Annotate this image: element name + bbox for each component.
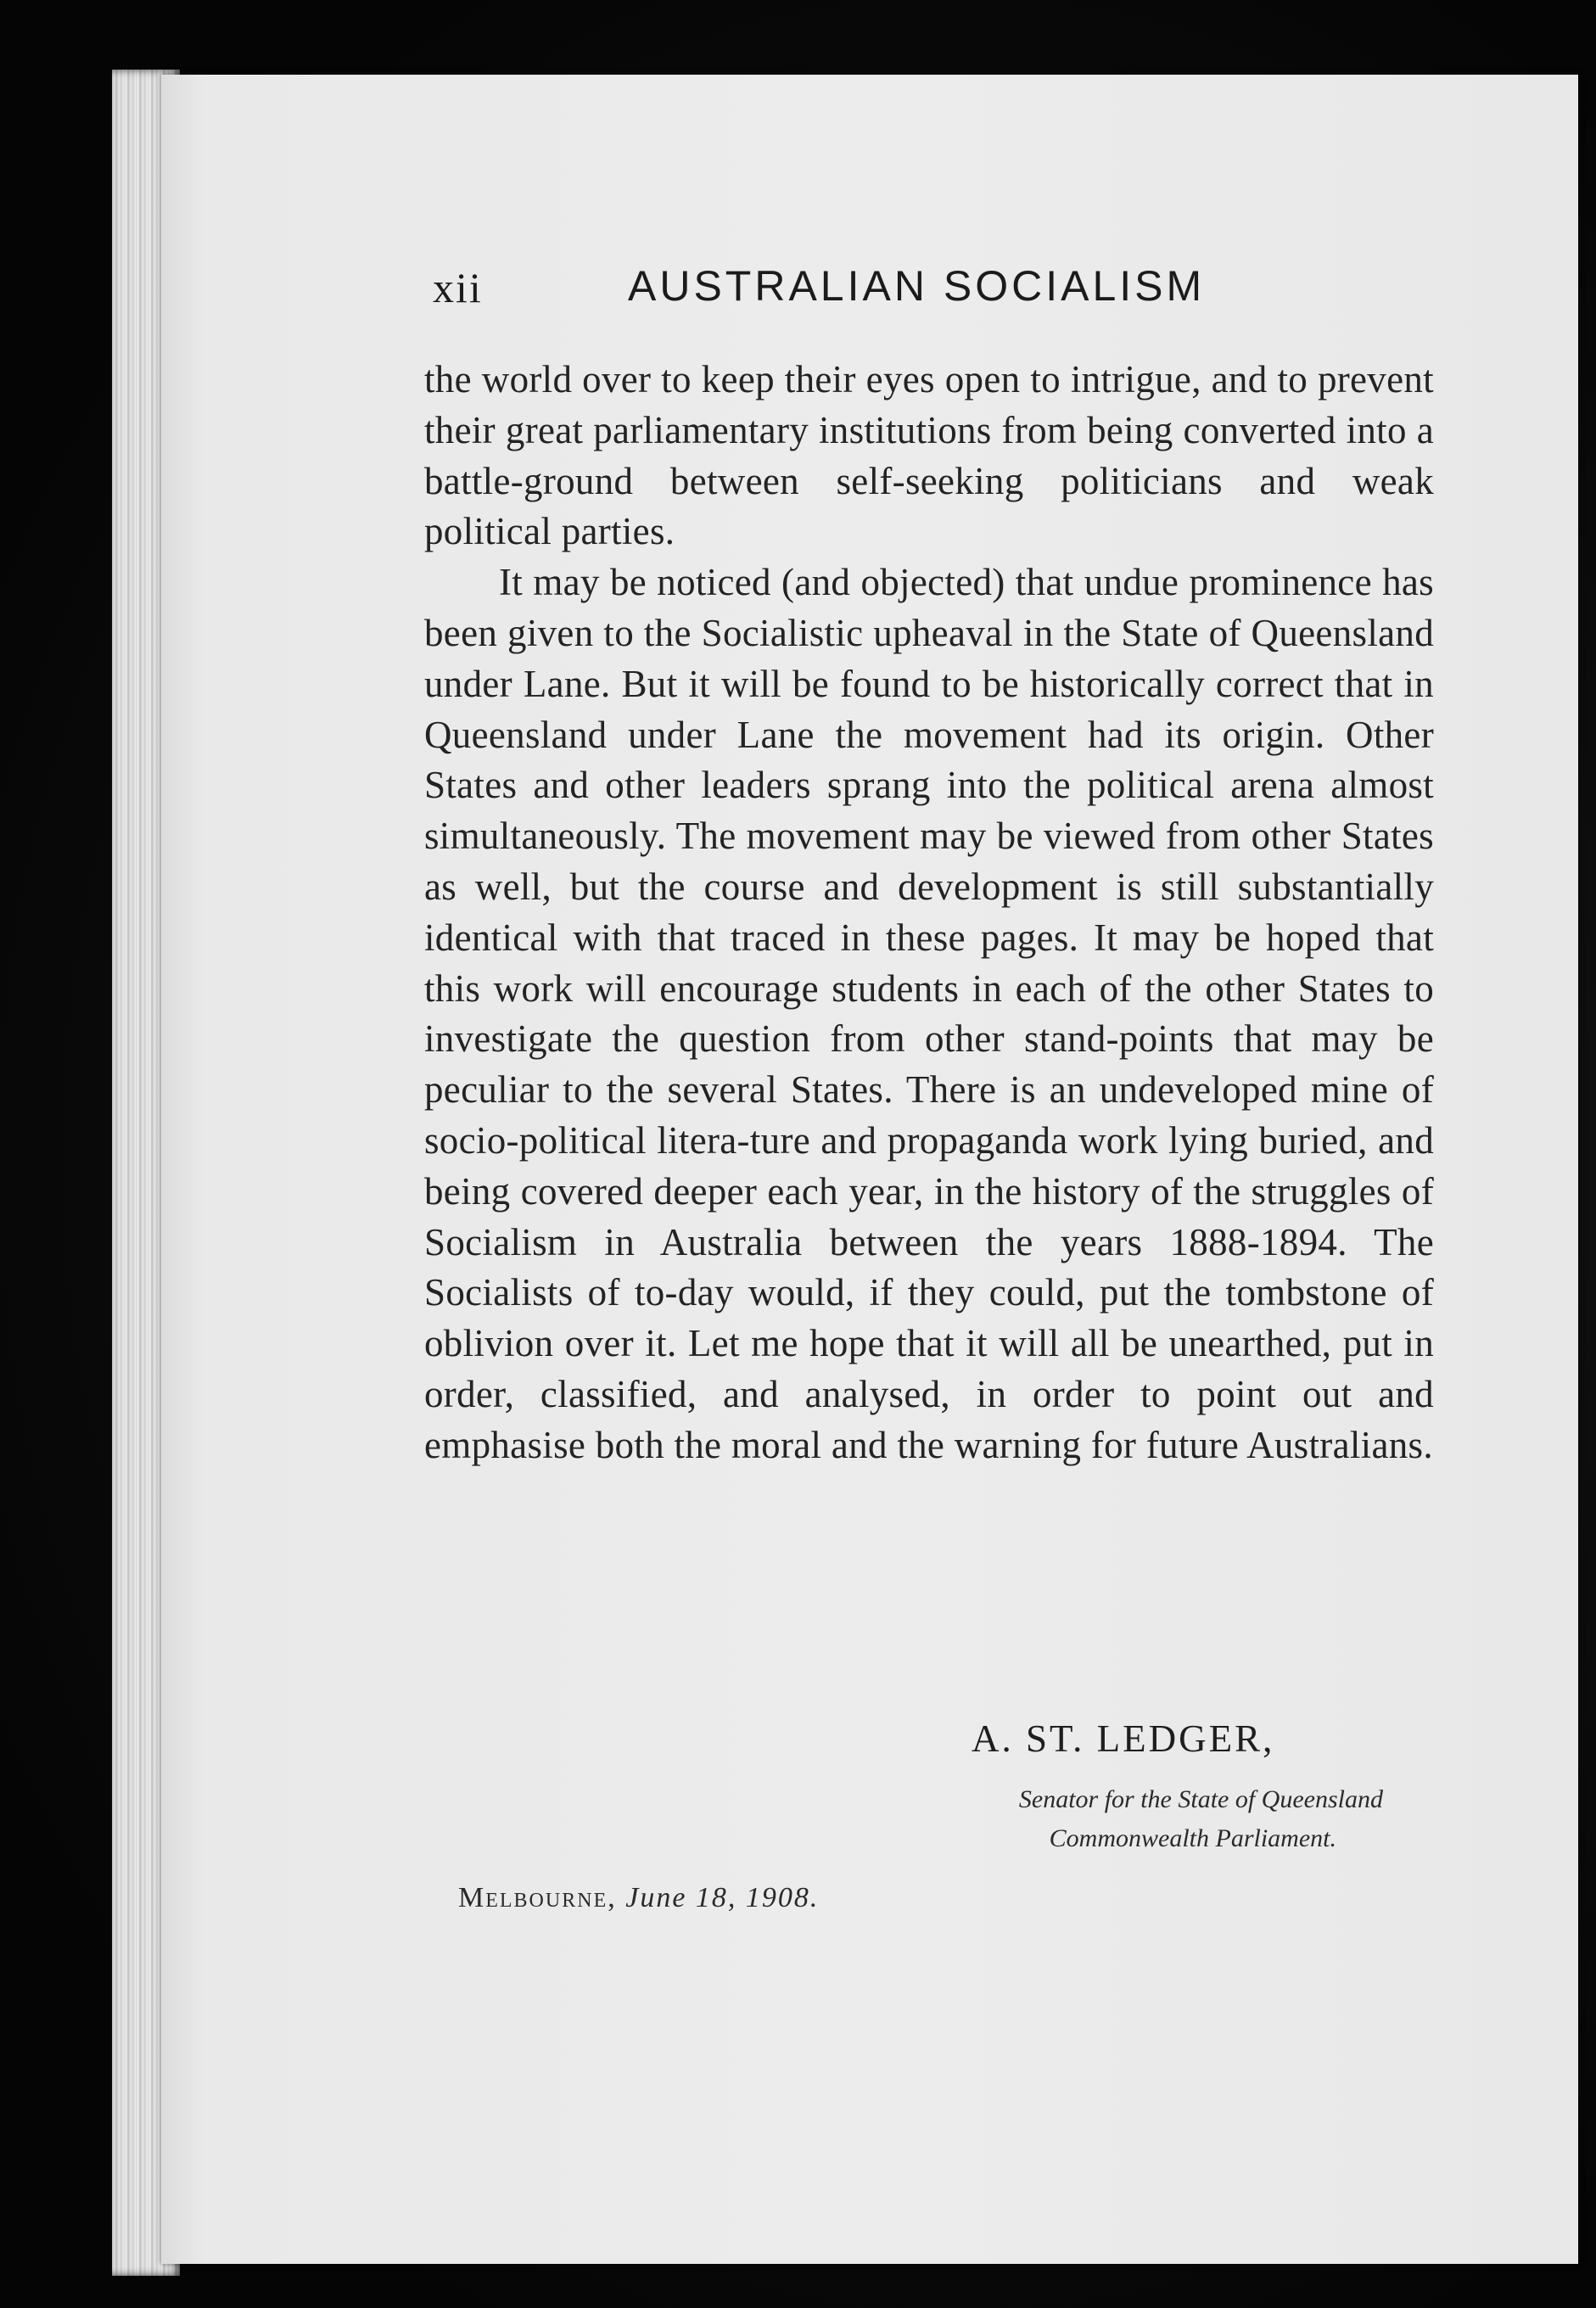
body-text [424,355,1434,1471]
dateline-place: Melbourne, [458,1882,617,1913]
author-affiliation [857,1780,1408,1858]
author-signature: A. ST. LEDGER, [972,1717,1275,1760]
affiliation-line-1: Senator for the State of Queensland [1018,1785,1383,1813]
page-header [433,255,1281,322]
dateline [458,1882,967,1914]
paragraph-1: the world over to keep their eyes open to intrigue, and to prevent their great parliamentary institutions from being converted into a battle-ground between self-seeking politicians and weak political parties. [424,358,1434,553]
running-title: AUSTRALIAN SOCIALISM [628,262,1206,310]
page-number: xii [433,264,483,311]
affiliation-line-2: Commonwealth Parliament. [1049,1824,1336,1852]
dateline-date: June 18, 1908. [625,1882,820,1913]
paragraph-2: It may be noticed (and objected) that undue prominence has been given to the Socialistic upheaval in the State of Queensland under Lane. But it will be found to be historically correct that in Queensland under Lane the movement had its origin. Other States and other leaders sprang into the political arena almost simultaneously. The movement may be viewed from other States as well, but the course and development is still substantially identical with that traced in these pages. It may be hoped that this work will encourage students in each of the other States to investigate the question from other stand-points that may be peculiar to the several States. There is an undeveloped mine of socio-political litera-ture and propaganda work lying buried, and being covered deeper each year, in the history of the struggles of Socialism in Australia between the years 1888-1894. The Socialists of to-day would, if they could, put the tombstone of oblivion over it. Let me hope that it will all be unearthed, put in order, classified, and analysed, in order to point out and emphasise both the moral and the warning for future Australians. [424,561,1434,1466]
